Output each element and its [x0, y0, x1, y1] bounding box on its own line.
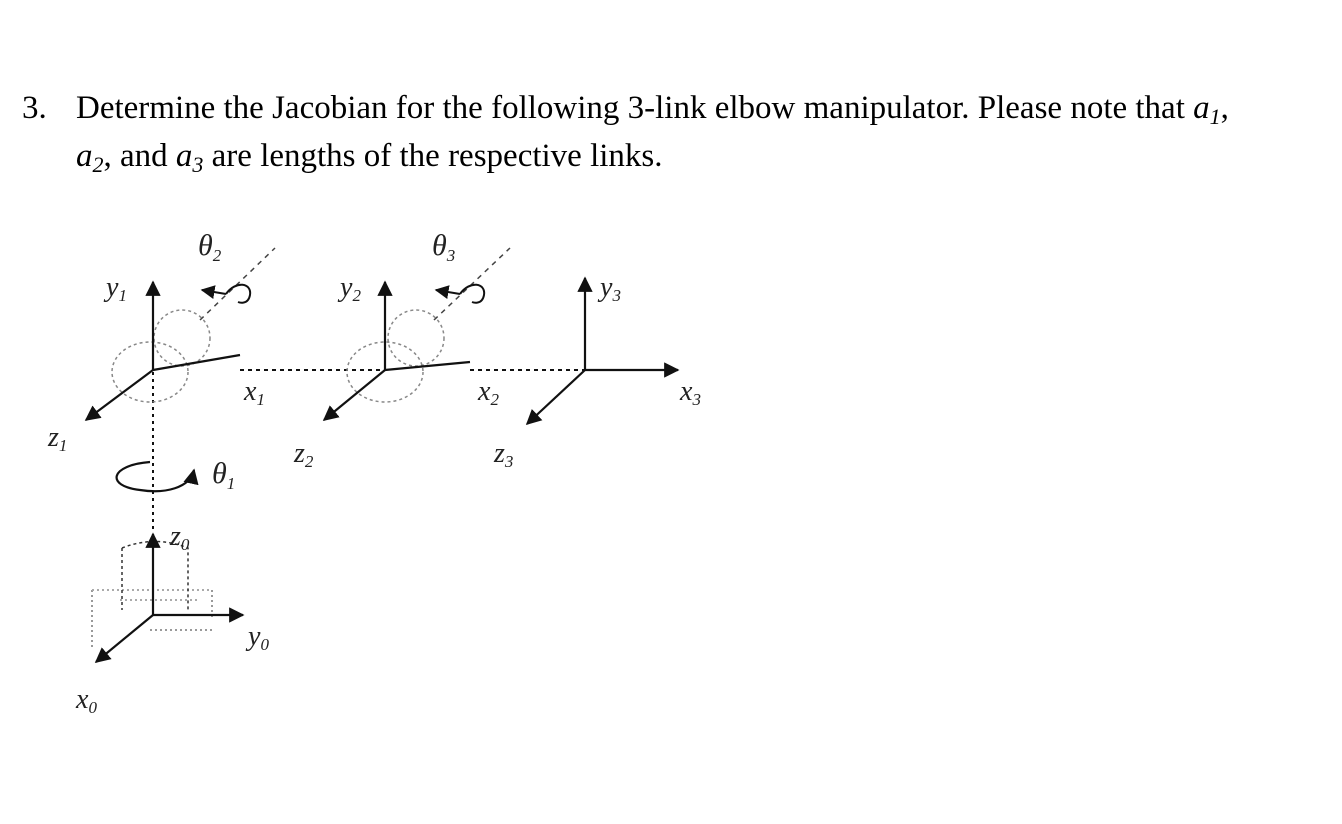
comma-1: ,: [1220, 90, 1229, 126]
frame-0: [92, 534, 243, 662]
label-y2: y2: [340, 272, 361, 305]
var-a3: a: [175, 138, 193, 174]
theta2-rotation-arrow: [226, 285, 250, 303]
label-z2: z2: [294, 438, 314, 471]
var-a2: a: [76, 138, 93, 174]
var-a3-sub: 3: [192, 152, 204, 177]
label-z1: z1: [48, 422, 68, 455]
label-theta3: $\theta_3$: [432, 229, 456, 265]
question-number: 3.: [22, 90, 47, 126]
question-text-line2-end: are lengths of the respective links.: [211, 138, 663, 174]
label-y0: y0: [248, 621, 269, 654]
question-text-line1: Determine the Jacobian for the following 3-link elbow manipulator. Please note that: [76, 90, 1185, 126]
label-theta1: $\theta_1$: [212, 457, 236, 493]
label-y3: y3: [600, 272, 621, 305]
label-y1: y1: [106, 272, 127, 305]
axis-z2: [324, 370, 385, 420]
label-x2: x2: [478, 376, 499, 409]
axis-x1: [153, 355, 240, 370]
and-text: , and: [103, 138, 168, 174]
label-x3: x3: [680, 376, 701, 409]
axis-x0: [96, 615, 153, 662]
var-a1-sub: 1: [1209, 104, 1221, 129]
label-x1: x1: [244, 376, 265, 409]
theta3-rotation-arrow: [460, 285, 484, 303]
var-a2-sub: 2: [92, 152, 104, 177]
label-z0: z0: [170, 521, 190, 554]
label-z3: z3: [494, 438, 514, 471]
label-theta2: $\theta_2$: [198, 229, 222, 265]
axis-z1: [86, 370, 153, 420]
var-a1: a: [1193, 90, 1210, 126]
label-x0: x0: [76, 684, 97, 717]
axis-z3: [527, 370, 585, 424]
theta1-rotation-icon: [117, 462, 194, 491]
